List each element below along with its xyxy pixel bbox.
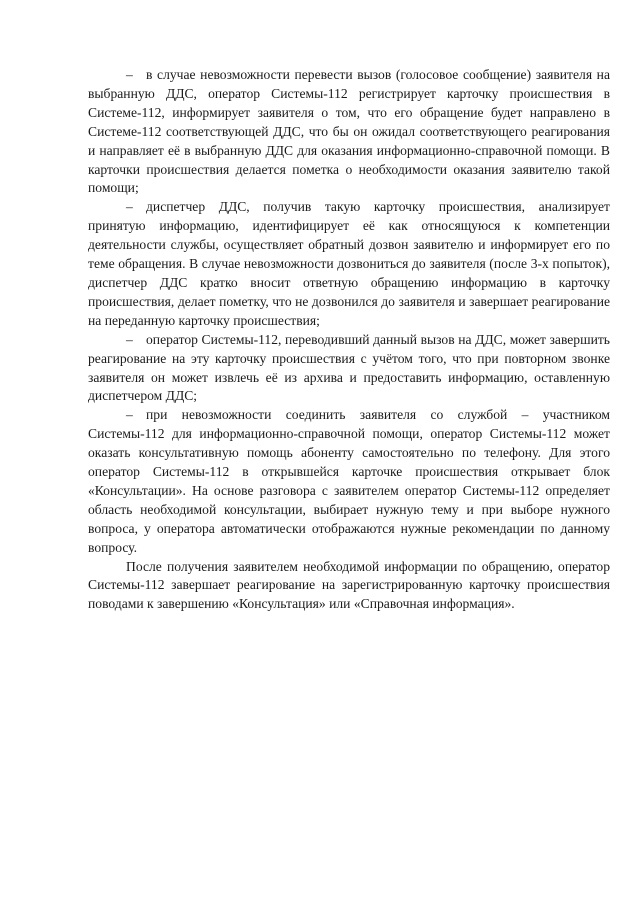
bullet-text-1: в случае невозможности перевести вызов (голосовое сообщение) заявителя на выбранную ДДС, оператор Системы-112 регистрирует карточку происшествия в Системе-112, информирует заявителя о том, что его обращение будет направлено в Системе-112 соответствующей ДДС, что бы он ожидал соответствующего реагирования и направляет её в выбранную ДДС для оказания информационно-справочной помощи. В карточки происшествия делается пометка о необходимости оказания заявителю такой помощи; [88,67,610,196]
bullet-item-4 [88,406,610,557]
bullet-item-3 [88,331,610,407]
dash-marker: – [126,331,133,347]
bullet-item-1 [88,66,610,198]
bullet-text-4: при невозможности соединить заявителя со службой – участником Системы-112 для информационно-справочной помощи, оператор Системы-112 может оказать консультативную помощь абоненту самостоятельно по телефону. Для этого оператор Системы-112 в открывшейся карточке происшествия открывает блок «Консультации». На основе разговора с заявителем оператор Системы-112 определяет область необходимой консультации, выбирает нужную тему и при выборе нужного вопроса, у оператора автоматически отображаются нужные рекомендации по данному вопросу. [88,407,610,555]
bullet-item-2 [88,198,610,330]
document-body [88,66,610,614]
bullet-text-3: оператор Системы-112, переводивший данный вызов на ДДС, может завершить реагирование на эту карточку происшествия с учётом того, что при повторном звонке заявителя он может извлечь её из архива и предоставить информацию, оставленную диспетчером ДДС; [88,331,610,404]
bullet-text-2: диспетчер ДДС, получив такую карточку происшествия, анализирует принятую информацию, идентифицирует её как относящуюся к компетенции деятельности службы, осуществляет обратный дозвон заявителю и информирует его по теме обращения. В случае невозможности дозвониться до заявителя (после 3-х попыток), диспетчер ДДС кратко вносит ответную обращению информацию в карточку происшествия, делает пометку, что не дозвонился до заявителя и завершает реагирование на переданную карточку происшествия; [88,199,610,328]
dash-marker: – [126,407,133,423]
dash-marker: – [126,199,133,215]
dash-marker: – [126,67,133,82]
closing-paragraph: После получения заявителем необходимой информации по обращению, оператор Системы-112 завершает реагирование на зарегистрированную карточку происшествия поводами к завершению «Консультация» или «Справочная информация». [88,558,610,612]
